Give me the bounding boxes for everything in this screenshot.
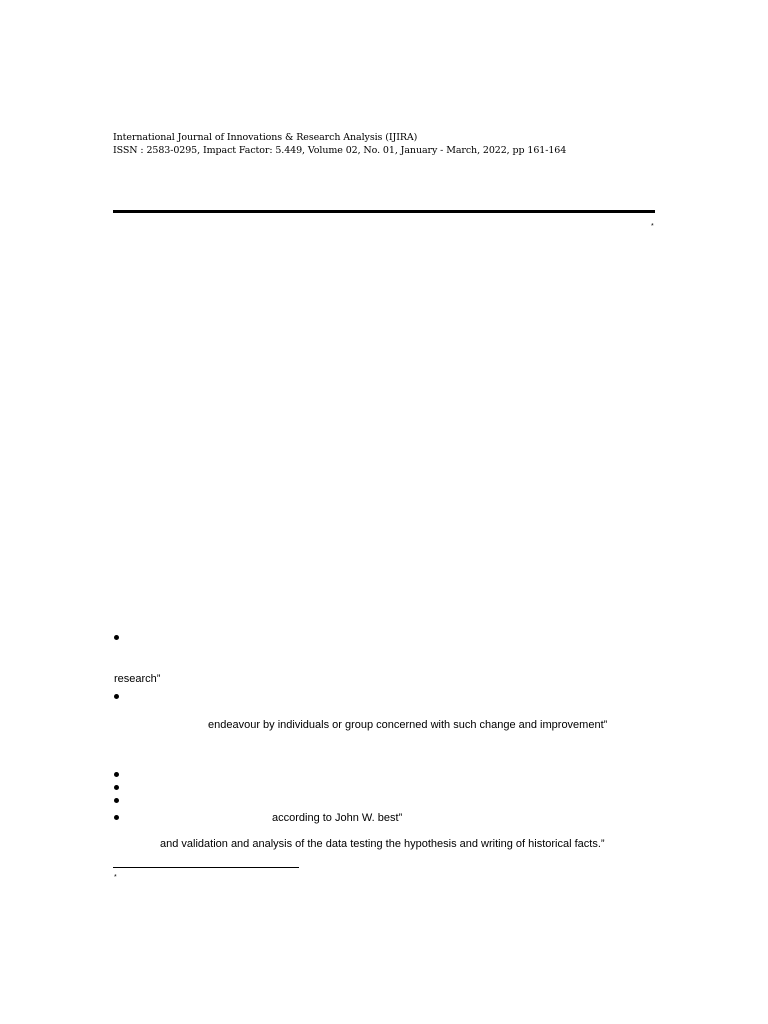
bullet-point bbox=[114, 815, 120, 821]
bullet-point bbox=[114, 798, 120, 804]
paragraph-text: research” bbox=[114, 673, 161, 685]
bullet-point bbox=[114, 772, 120, 778]
paragraph-text: according to John W. best” bbox=[272, 812, 403, 824]
footnote-marker: * bbox=[114, 874, 117, 881]
bullet-point bbox=[114, 694, 120, 700]
journal-title: International Journal of Innovations & Research Analysis (IJIRA) bbox=[113, 132, 418, 143]
bullet-point bbox=[114, 635, 120, 641]
journal-citation: ISSN : 2583-0295, Impact Factor: 5.449, Volume 02, No. 01, January - March, 2022, pp 161-164 bbox=[113, 145, 567, 156]
bullet-point bbox=[114, 785, 120, 791]
header-divider bbox=[113, 210, 655, 213]
author-footnote-marker: * bbox=[651, 223, 654, 230]
footnote-divider bbox=[113, 867, 299, 868]
paragraph-text: endeavour by individuals or group concerned with such change and improvement” bbox=[208, 719, 608, 731]
paragraph-text: and validation and analysis of the data testing the hypothesis and writing of historical facts.” bbox=[160, 838, 605, 850]
